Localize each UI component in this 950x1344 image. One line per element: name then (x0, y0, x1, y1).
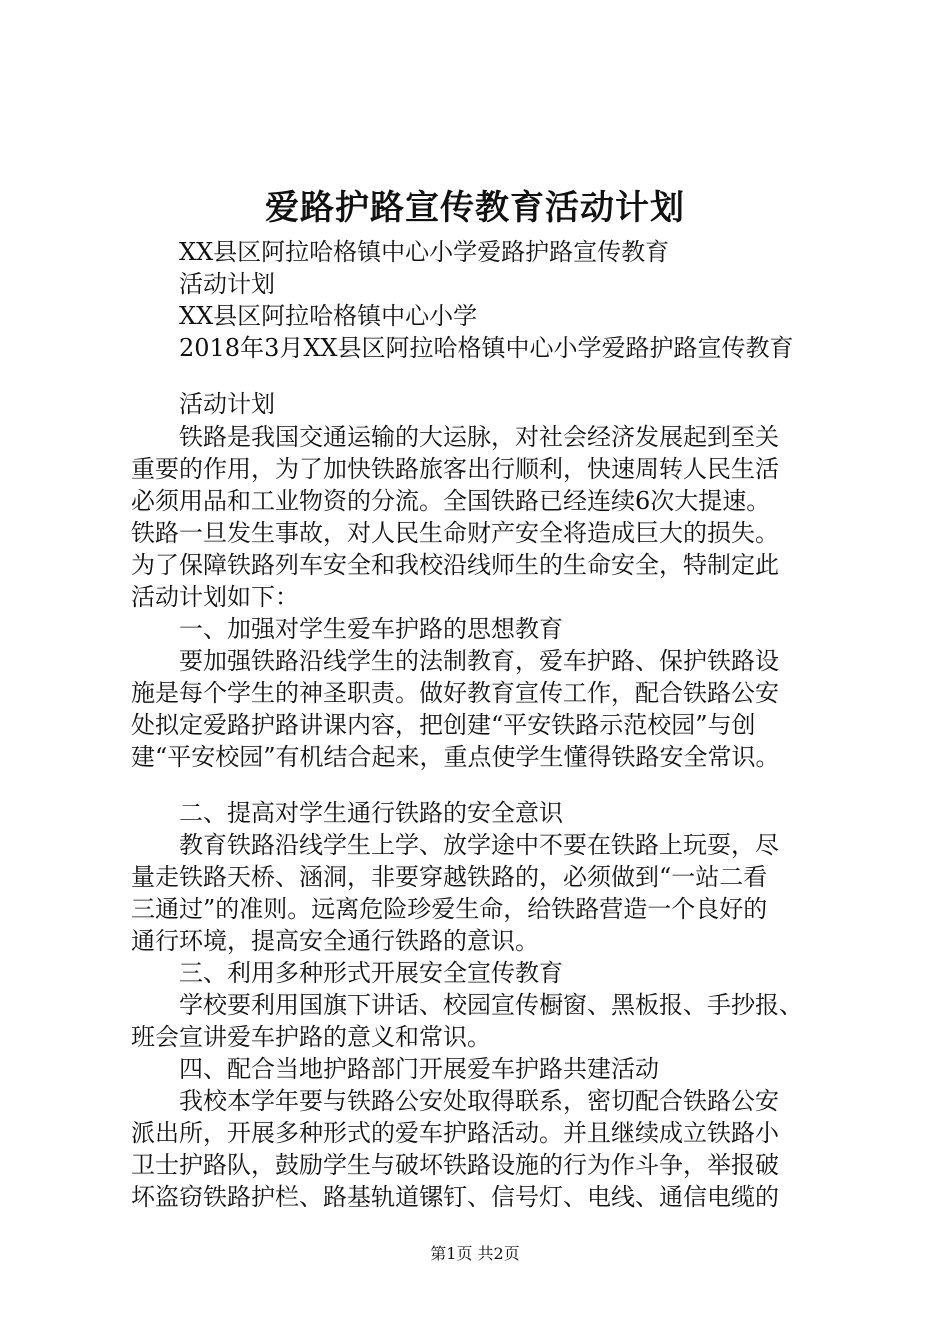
paragraph-line: 重要的作用，为了加快铁路旅客出行顺利，快速周转人民生活 (131, 455, 779, 483)
paragraph-line: 派出所，开展多种形式的爱车护路活动。并且继续成立铁路小 (131, 1119, 779, 1147)
paragraph-line: 铁路是我国交通运输的大运脉，对社会经济发展起到至关 (179, 423, 779, 451)
header-line-plan: 活动计划 (179, 270, 275, 298)
paragraph-line: 为了保障铁路列车安全和我校沿线师生的生命安全，特制定此 (131, 551, 779, 579)
paragraph-line: 通行环境，提高安全通行铁路的意识。 (131, 927, 539, 955)
paragraph-line: 活动计划如下： (131, 583, 299, 611)
section-heading-3: 三、利用多种形式开展安全宣传教育 (179, 959, 563, 987)
paragraph-line: 施是每个学生的神圣职责。做好教育宣传工作，配合铁路公安 (131, 679, 779, 707)
paragraph-line: 学校要利用国旗下讲话、校园宣传橱窗、黑板报、手抄报、 (179, 991, 803, 1019)
paragraph-line: 处拟定爱路护路讲课内容，把创建“平安铁路示范校园”与创 (131, 711, 756, 739)
paragraph-line: 铁路一旦发生事故，对人民生命财产安全将造成巨大的损失。 (131, 519, 779, 547)
paragraph-line: 教育铁路沿线学生上学、放学途中不要在铁路上玩耍，尽 (179, 831, 779, 859)
paragraph-line: 三通过”的准则。远离危险珍爱生命，给铁路营造一个良好的 (131, 895, 768, 923)
paragraph-line: 卫士护路队，鼓励学生与破坏铁路设施的行为作斗争，举报破 (131, 1151, 779, 1179)
paragraph-line: 要加强铁路沿线学生的法制教育，爱车护路、保护铁路设 (179, 647, 779, 675)
header-line-school-plan: XX县区阿拉哈格镇中心小学爱路护路宣传教育 (179, 238, 670, 266)
paragraph-line: 我校本学年要与铁路公安处取得联系，密切配合铁路公安 (179, 1087, 779, 1115)
document-title: 爱路护路宣传教育活动计划 (265, 188, 685, 228)
section-heading-2: 二、提高对学生通行铁路的安全意识 (179, 799, 563, 827)
header-line-date: 2018年3月XX县区阿拉哈格镇中心小学爱路护路宣传教育 (179, 334, 794, 362)
paragraph-line: 必须用品和工业物资的分流。全国铁路已经连续6次大提速。 (131, 487, 771, 515)
section-heading-4: 四、配合当地护路部门开展爱车护路共建活动 (179, 1055, 659, 1083)
header-line-school: XX县区阿拉哈格镇中心小学 (179, 302, 478, 330)
section-heading-1: 一、加强对学生爱车护路的思想教育 (179, 615, 563, 643)
paragraph-line: 量走铁路天桥、涵洞，非要穿越铁路的，必须做到“一站二看 (131, 863, 768, 891)
paragraph-line: 坏盗窃铁路护栏、路基轨道镙钉、信号灯、电线、通信电缆的 (131, 1183, 779, 1211)
paragraph-line: 班会宣讲爱车护路的意义和常识。 (131, 1023, 491, 1051)
page-footer: 第1页 共2页 (430, 1244, 520, 1263)
paragraph-line: 建“平安校园”有机结合起来，重点使学生懂得铁路安全常识。 (131, 743, 780, 771)
header-line-plan-2: 活动计划 (179, 390, 275, 418)
